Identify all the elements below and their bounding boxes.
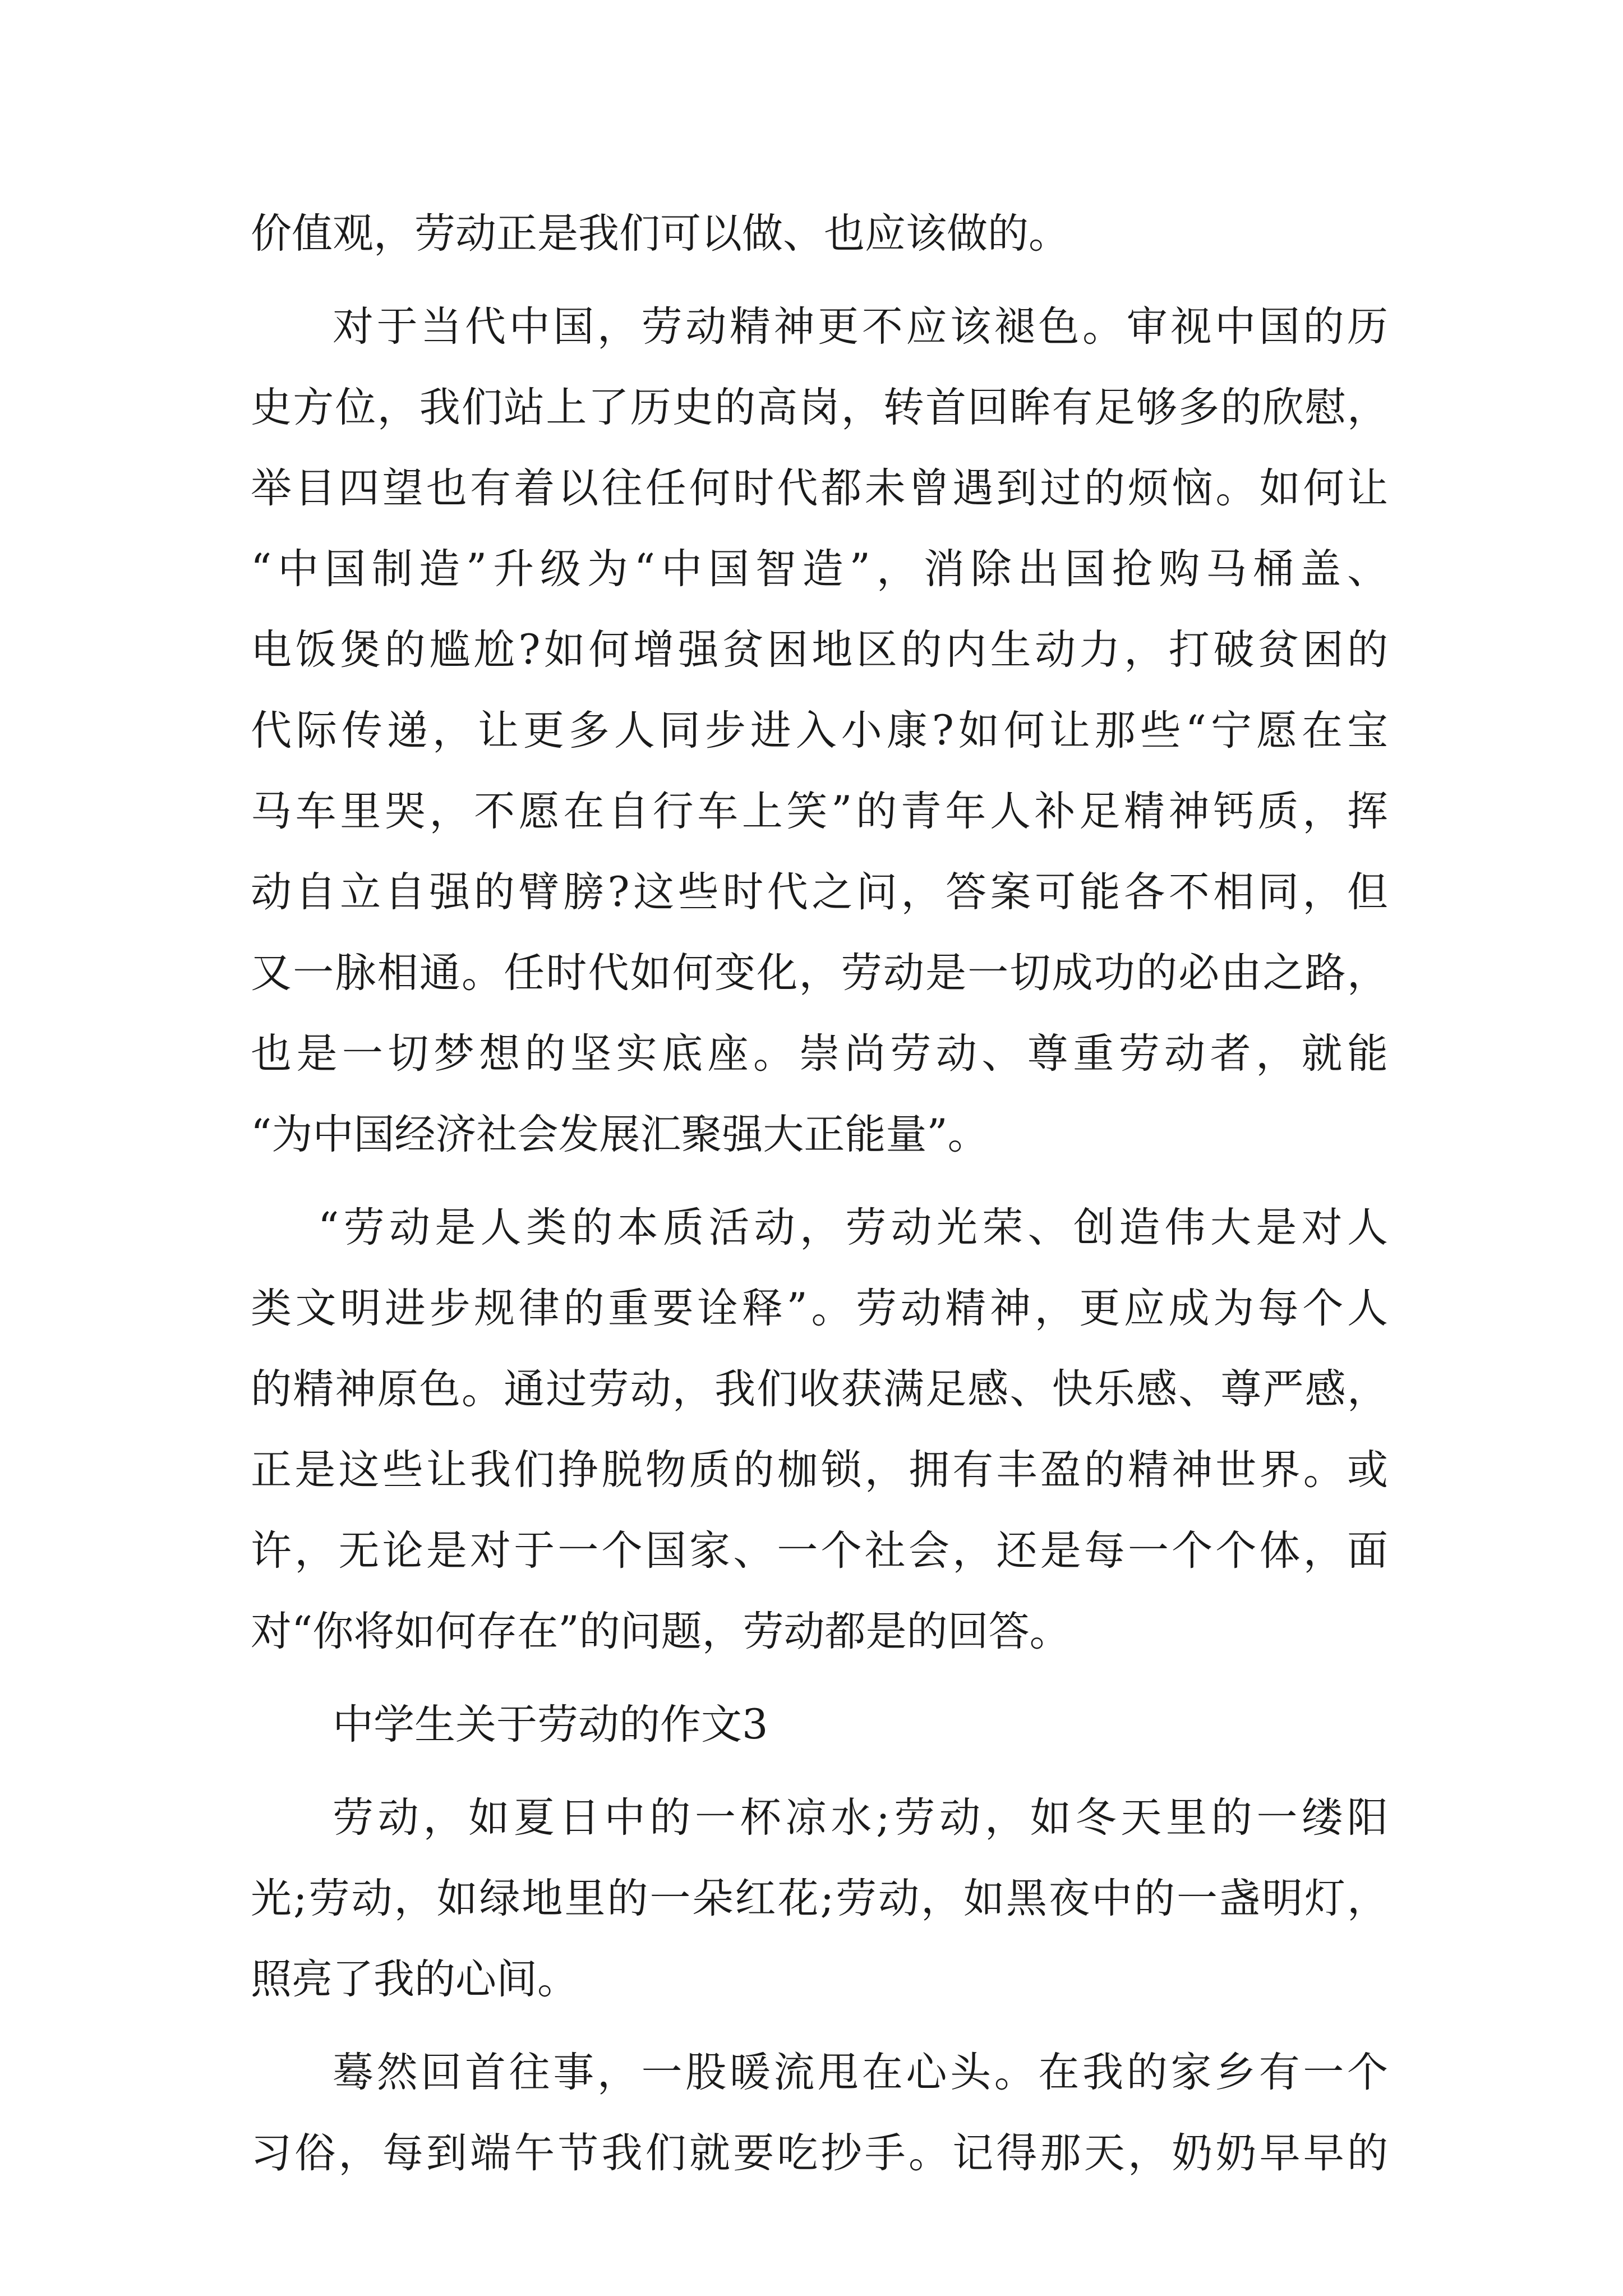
text-line: 劳动，如夏日中的一杯凉水;劳动，如冬天里的一缕阳 [333,1794,1388,1842]
text-line: 正是这些让我们挣脱物质的枷锁，拥有丰盈的精神世界。或 [251,1446,1388,1494]
text-line: 也是一切梦想的坚实底座。崇尚劳动、尊重劳动者，就能 [251,1030,1388,1078]
text-line: 动自立自强的臂膀?这些时代之问，答案可能各不相同，但 [251,868,1388,916]
text-line: “劳动是人类的本质活动，劳动光荣、创造伟大是对人 [318,1204,1388,1251]
text-line: 许，无论是对于一个国家、一个社会，还是每一个个体，面 [251,1527,1388,1575]
text-line: 对于当代中国，劳动精神更不应该褪色。审视中国的历 [333,303,1388,351]
section-heading [251,1685,1388,1765]
text-line: “为中国经济社会发展汇聚强大正能量”。 [251,1111,989,1158]
text-line: “中国制造”升级为“中国智造”，消除出国抢购马桶盖、 [251,545,1388,593]
text-line: 类文明进步规律的重要诠释”。劳动精神，更应成为每个人 [251,1285,1388,1332]
text-line: 习俗，每到端午节我们就要吃抄手。记得那天，奶奶早早的 [251,2129,1388,2177]
text-line: 电饭煲的尴尬?如何增强贫困地区的内生动力，打破贫困的 [251,626,1388,674]
text-line: 又一脉相通。任时代如何变化，劳动是一切成功的必由之路， [251,949,1388,997]
text-line: 中学生关于劳动的作文3 [333,1701,768,1749]
text-line: 蓦然回首往事，一股暖流甩在心头。在我的家乡有一个 [333,2049,1388,2096]
text-line: 光;劳动，如绿地里的一朵红花;劳动，如黑夜中的一盏明灯， [251,1875,1388,1922]
text-line: 马车里哭，不愿在自行车上笑”的青年人补足精神钙质，挥 [251,788,1388,835]
text-line: 史方位，我们站上了历史的高岗，转首回眸有足够多的欣慰， [251,384,1388,431]
document-body [251,194,1388,2194]
text-line: 价值观，劳动正是我们可以做、也应该做的。 [251,210,1069,257]
paragraph [251,1188,1388,1672]
text-line: 代际传递，让更多人同步进入小康?如何让那些“宁愿在宝 [251,707,1388,754]
text-line: 的精神原色。通过劳动，我们收获满足感、快乐感、尊严感， [251,1365,1388,1413]
paragraph [251,194,1388,274]
text-line: 举目四望也有着以往任何时代都未曾遇到过的烦恼。如何让 [251,464,1388,512]
text-line: 照亮了我的心间。 [251,1955,578,2003]
paragraph [251,2032,1388,2194]
paragraph [251,1778,1388,2020]
text-line: 对“你将如何存在”的问题，劳动都是的回答。 [251,1608,1071,1655]
paragraph [251,287,1388,1175]
